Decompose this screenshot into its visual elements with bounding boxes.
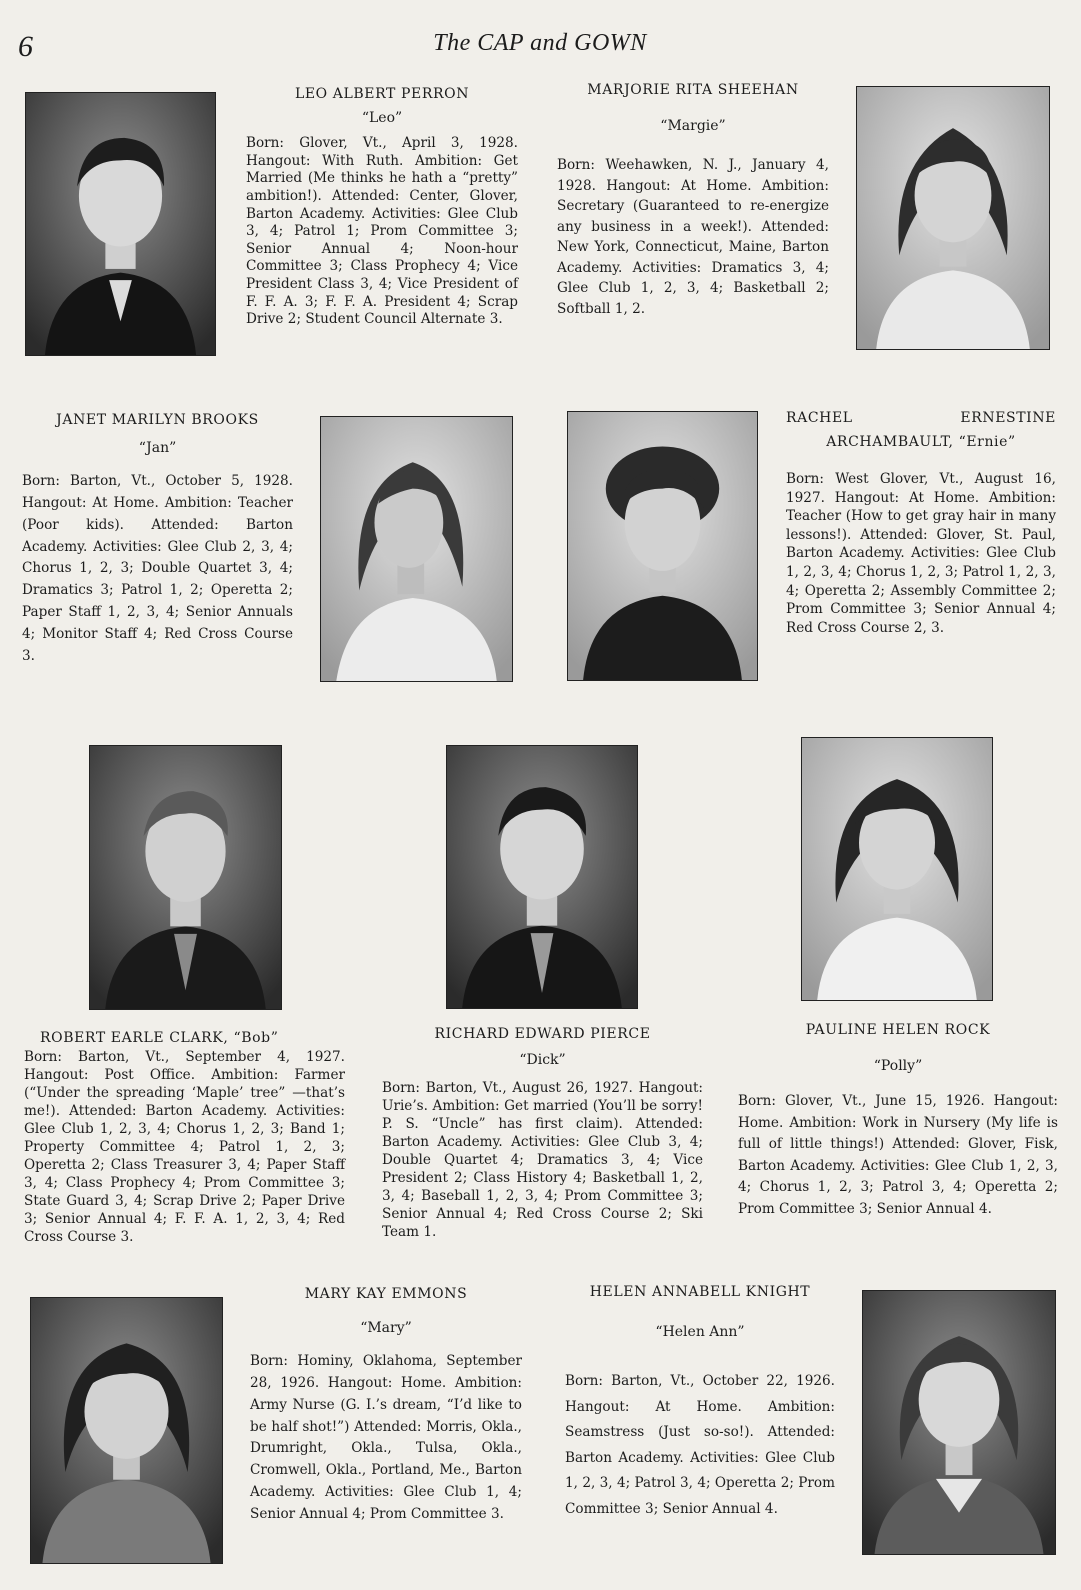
student-name: MARJORIE RITA SHEEHAN [587, 82, 799, 98]
student-nickname: “Margie” [660, 117, 726, 134]
portrait-icon [26, 93, 215, 355]
student-nickname: “Dick” [519, 1051, 566, 1068]
portrait-icon [90, 746, 281, 1009]
bio-richard-pierce [382, 1026, 703, 1241]
bio-rachel-archambault [786, 406, 1056, 637]
photo-marjorie-sheehan [856, 86, 1050, 350]
student-name: MARY KAY EMMONS [304, 1286, 468, 1302]
bio-pauline-rock [738, 1022, 1058, 1220]
photo-pauline-rock [801, 737, 993, 1001]
student-name: RACHEL ERNESTINE ARCHAMBAULT, “Ernie” [786, 410, 1056, 450]
student-bio: Born: Barton, Vt., September 4, 1927. Hangout: Post Office. Ambition: Farmer (“Under the spreading ‘Maple’ tree” —that’s me!). Attended: Barton Academy. Activities: Glee Club 1, 2, 3, 4; Chorus 1, 2, 3; Band 1; Property Committee 4; Patrol 1, 2, 3; Operetta 2; Class Treasurer 3, 4; Paper Staff 3, 4; Class Prophecy 4; Prom Committee 3; State Guard 3, 4; Scrap Drive 2; Paper Drive 3; Senior Annual 4; F. F. A. 1, 2, 3, 4; Red Cross Course 3. [24, 1048, 345, 1245]
photo-helen-knight [862, 1290, 1056, 1555]
student-name: LEO ALBERT PERRON [294, 86, 470, 102]
student-bio: Born: Barton, Vt., October 22, 1926. Hangout: At Home. Ambition: Seamstress (Just so-so!). Attended: Barton Academy. Activities: Glee Club 1, 2, 3, 4; Patrol 3, 4; Operetta 2; Prom Committee 3; Senior Annual 4. [565, 1373, 835, 1517]
student-name: PAULINE HELEN ROCK [805, 1022, 991, 1038]
student-name: HELEN ANNABELL KNIGHT [589, 1284, 811, 1300]
bio-janet-brooks [22, 412, 293, 667]
bio-mary-emmons [250, 1286, 522, 1526]
portrait-icon [447, 746, 637, 1008]
page-title: The CAP and GOWN [433, 30, 647, 56]
student-bio: Born: Barton, Vt., August 26, 1927. Hangout: Urie’s. Ambition: Get married (You’ll be sorry! P. S. “Uncle” has first claim). Attended: Barton Academy. Activities: Glee Club 3, 4; Double Quartet 4; Dramatics 3, 4; Vice President 2; Class History 4; Basketball 1, 2, 3, 4; Baseball 1, 2, 3, 4; Prom Committee 3; Senior Annual 4; Red Cross Course 2; Ski Team 1. [382, 1080, 703, 1241]
bio-marjorie-sheehan [557, 82, 829, 319]
page-number: 6 [18, 30, 33, 63]
portrait-icon [321, 417, 512, 681]
photo-janet-brooks [320, 416, 513, 682]
student-name: JANET MARILYN BROOKS [56, 412, 259, 428]
student-bio: Born: Barton, Vt., October 5, 1928. Hangout: At Home. Ambition: Teacher (Poor kids). Attended: Barton Academy. Activities: Glee Club 2, 3, 4; Chorus 1, 2, 3; Double Quartet 3, 4; Dramatics 3; Patrol 1, 2; Operetta 2; Paper Staff 1, 2, 3, 4; Senior Annuals 4; Monitor Staff 4; Red Cross Course 3. [22, 473, 293, 664]
student-bio: Born: Weehawken, N. J., January 4, 1928. Hangout: At Home. Ambition: Secretary (Guaranteed to re-energize any business in a week!). Attended: New York, Connecticut, Maine, Barton Academy. Activities: Dramatics 3, 4; Glee Club 1, 2, 3, 4; Basketball 2; Softball 1, 2. [557, 157, 829, 317]
photo-richard-pierce [446, 745, 638, 1009]
student-nickname: “Helen Ann” [655, 1323, 745, 1340]
student-bio: Born: West Glover, Vt., August 16, 1927. Hangout: At Home. Ambition: Teacher (How to get gray hair in many lessons!). Attended: Glover, St. Paul, Barton Academy. Activities: Glee Club 1, 2, 3, 4; Chorus 1, 2, 3; Patrol 1, 2, 3, 4; Operetta 2; Assembly Committee 2; Prom Committee 3; Senior Annual 4; Red Cross Course 2, 3. [786, 471, 1056, 636]
student-bio: Born: Glover, Vt., June 15, 1926. Hangout: Home. Ambition: Work in Nursery (My life is full of little things!) Attended: Glover, Fisk, Barton Academy. Activities: Glee Club 1, 2, 3, 4; Chorus 1, 2, 3; Patrol 3, 4; Operetta 2; Prom Committee 3; Senior Annual 4. [738, 1093, 1058, 1217]
portrait-icon [863, 1291, 1055, 1554]
photo-mary-emmons [30, 1297, 223, 1564]
bio-helen-knight [565, 1284, 835, 1522]
student-nickname: “Jan” [138, 439, 177, 456]
photo-rachel-archambault [567, 411, 758, 681]
student-nickname: “Mary” [360, 1319, 412, 1336]
portrait-icon [857, 87, 1049, 349]
student-nickname: “Polly” [873, 1057, 923, 1074]
portrait-icon [568, 412, 757, 680]
photo-robert-clark [89, 745, 282, 1010]
student-name: RICHARD EDWARD PIERCE [434, 1026, 651, 1042]
student-bio: Born: Hominy, Oklahoma, September 28, 1926. Hangout: Home. Ambition: Army Nurse (G. I.’s dream, “I’d like to be half shot!”) Attended: Morris, Okla., Drumright, Okla., Tulsa, Okla., Cromwell, Okla., Portland, Me., Barton Academy. Activities: Glee Club 1, 4; Senior Annual 4; Prom Committee 3. [250, 1353, 522, 1522]
photo-leo-perron [25, 92, 216, 356]
portrait-icon [802, 738, 992, 1000]
bio-robert-clark [24, 1030, 345, 1246]
student-nickname: “Leo” [361, 109, 403, 126]
student-name: ROBERT EARLE CLARK, “Bob” [40, 1030, 279, 1046]
bio-leo-perron [246, 86, 518, 329]
student-bio: Born: Glover, Vt., April 3, 1928. Hangout: With Ruth. Ambition: Get Married (Me thinks he hath a “pretty” ambition!). Attended: Center, Glover, Barton Academy. Activities: Glee Club 3, 4; Patrol 1; Prom Committee 3; Senior Annual 4; Noon-hour Committee 3; Class Prophecy 4; Vice President Class 3, 4; Vice President of F. F. A. 3; F. F. A. President 4; Scrap Drive 2; Student Council Alternate 3. [246, 135, 518, 328]
portrait-icon [31, 1298, 222, 1563]
